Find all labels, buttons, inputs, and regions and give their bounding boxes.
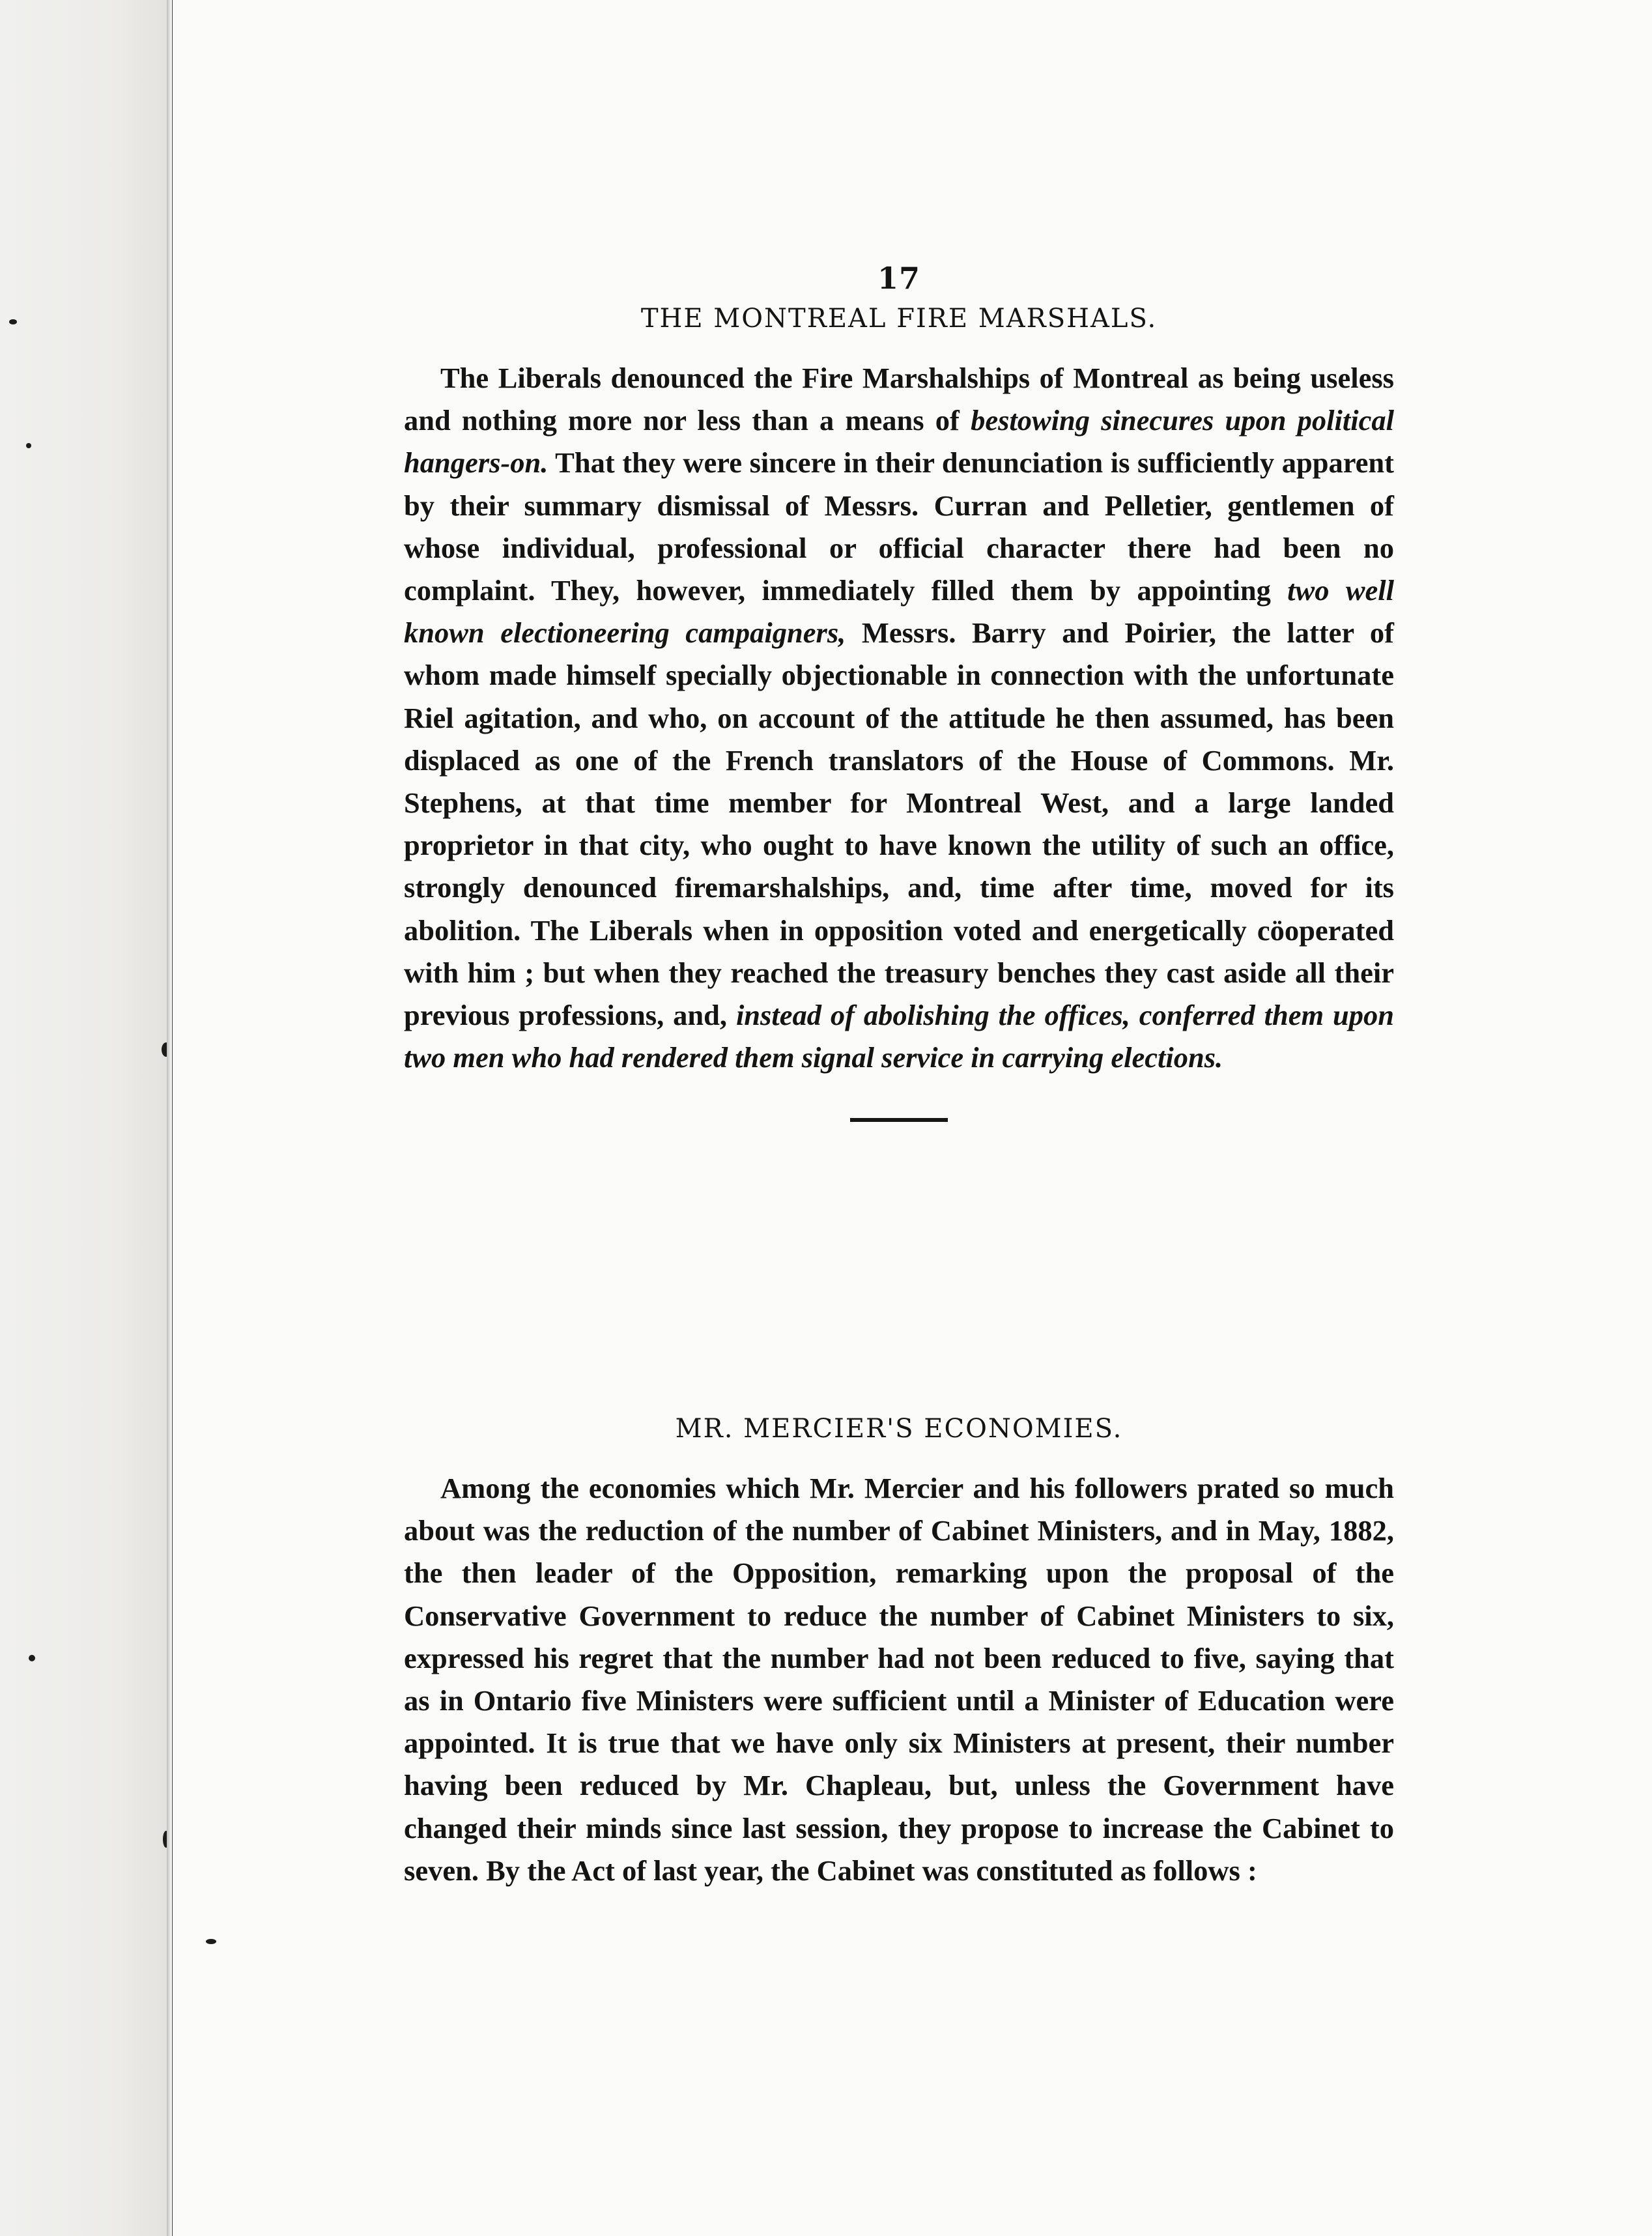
section-mercier-economies [404, 1414, 1394, 1892]
italic-text-run: bestowing sinecures upon political hangers-on. [404, 404, 1394, 480]
section-title: MR. MERCIER'S ECONOMIES. [675, 1414, 1123, 1444]
page-number: 17 [877, 261, 920, 296]
binding-gutter [0, 0, 173, 2236]
section-fire-marshals [404, 261, 1394, 1122]
text-run: That they were sincere in their denunciation is sufficiently apparent by their summary dismissal of Messrs. Curran and Pelletier, gentlemen of whose individual, professional or official character there had been no complaint. They, however, immediately filled them by appointing [404, 446, 1394, 607]
scan-speck [29, 1655, 35, 1661]
italic-text-run: two well known electioneering campaigners, [404, 574, 1394, 650]
text-run: Messrs. Barry and Poirier, the latter of whom made himself specially objectionable in connection with the unfortunate Riel agitation, and who, on account of the attitude he then assumed, has been displaced as one of the French translators of the House of Commons. Mr. Stephens, at that time member for Montreal West, and a large landed proprietor in that city, who ought to have known the utility of such an office, strongly denounced firemarshalships, and, time after time, moved for its abolition. The Liberals when in opposition voted and energetically cöoperated with him ; but when they reached the treasury benches they cast aside all their previous professions, and, [404, 616, 1394, 1032]
section-paragraph: Among the economies which Mr. Mercier and his followers prated so much about was the reduction of the number of Cabinet Ministers, and in May, 1882, the then leader of the Opposition, remarking upon the proposal of the Conservative Government to reduce the number of Cabinet Ministers to six, expressed his regret that the number had not been reduced to five, saying that as in Ontario five Ministers were sufficient until a Minister of Education were appointed. It is true that we have only six Ministers at present, their number having been reduced by Mr. Chapleau, but, unless the Government have changed their minds since last session, they propose to increase the Cabinet to seven. By the Act of last year, the Cabinet was constituted as follows : [404, 1472, 1394, 1887]
binding-edge [167, 0, 172, 2236]
text-run: The Liberals denounced the Fire Marshalships of Montreal as being useless and nothing more nor less than a means of [404, 362, 1394, 437]
scan-speck [26, 443, 31, 448]
italic-text-run: instead of abolishing the offices, conferred them upon two men who had rendered them signal service in carrying elections. [404, 999, 1394, 1074]
section-divider [850, 1118, 948, 1122]
section-title: THE MONTREAL FIRE MARSHALS. [640, 304, 1158, 334]
section-paragraph [404, 357, 1394, 1079]
scan-speck [9, 319, 17, 324]
scan-speck [206, 1939, 216, 1944]
